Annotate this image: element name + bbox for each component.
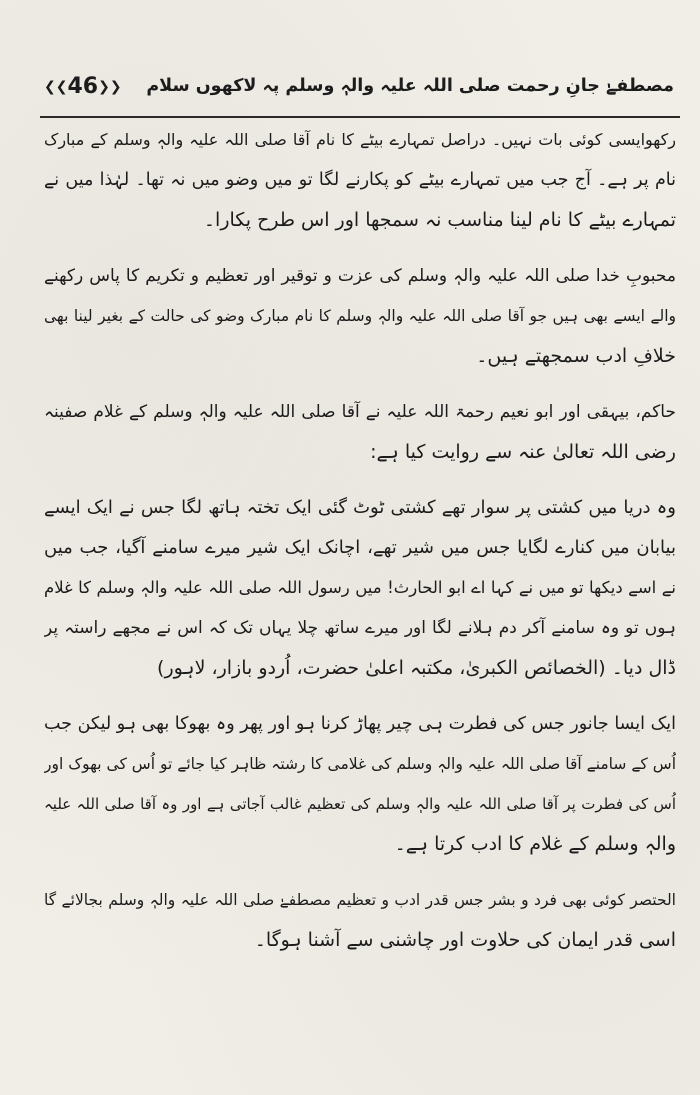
text-line: تمہارے بیٹے کا نام لینا مناسب نہ سمجھا اور اس طرح پکارا۔ [203, 209, 676, 231]
text-line: بیابان میں کنارے لگایا جس میں شیر تھے، اچانک ایک شیر میرے سامنے آگیا، جب میں [44, 537, 676, 558]
page-body [44, 120, 676, 960]
text-line: ایک ایسا جانور جس کی فطرت ہی چیر پھاڑ کرنا ہو اور پھر وہ بھوکا بھی ہو لیکن جب [44, 714, 676, 734]
header-rule [40, 116, 680, 118]
page-number-ornament-right: ❯❯ [98, 78, 122, 95]
paragraph [44, 120, 676, 240]
text-line: الحتصر کوئی بھی فرد و بشر جس قدر ادب و تعظیم مصطفےٰ صلی اللہ علیہ والہٖ وسلم بجالائے گا [44, 891, 676, 909]
text-line: نام پر ہے۔ آج جب میں تمہارے بیٹے کو پکارنے لگا تو میں وضو میں نہ تھا۔ لہٰذا میں نے [44, 170, 676, 190]
page-number-value: 46 [67, 73, 99, 99]
text-line: ڈال دیا۔ (الخصائص الکبریٰ، مکتبہ اعلیٰ حضرت، اُردو بازار، لاہور) [157, 657, 676, 679]
text-line: والہٖ وسلم کے غلام کا ادب کرتا ہے۔ [394, 833, 676, 855]
running-title: مصطفےٰ جانِ رحمت صلی اللہ علیہ والہٖ وسلم پہ لاکھوں سلام [146, 76, 674, 96]
paragraph [44, 704, 676, 864]
paragraph-gap [44, 472, 676, 488]
paragraph [44, 392, 676, 472]
text-line: والے ایسے بھی ہیں جو آقا صلی اللہ علیہ والہٖ وسلم کا نام مبارک وضو کی حالت کے بغیر لینا بھی [44, 307, 676, 325]
paragraph [44, 256, 676, 376]
text-line: نے اسے دیکھا تو میں نے کہا اے ابو الحارث! میں رسول اللہ صلی اللہ علیہ والہٖ وسلم کا غلام [44, 578, 676, 597]
text-line: اسی قدر ایمان کی حلاوت اور چاشنی سے آشنا ہوگا۔ [254, 929, 676, 951]
paragraph [44, 880, 676, 960]
text-line: اُس کے سامنے آقا صلی اللہ علیہ والہٖ وسلم کی غلامی کا رشتہ ظاہر کیا جائے تو اُس کی بھوک اور [44, 755, 676, 773]
page-header [44, 62, 674, 110]
paragraph-gap [44, 864, 676, 880]
text-line: محبوبِ خدا صلی اللہ علیہ والہٖ وسلم کی عزت و توقیر اور تعظیم و تکریم کا پاس رکھنے [44, 266, 676, 286]
text-line: حاکم، بیہقی اور ابو نعیم رحمۃ اللہ علیہ نے آقا صلی اللہ علیہ والہٖ وسلم کے غلام صفینہ [44, 402, 676, 422]
text-line: خلافِ ادب سمجھتے ہیں۔ [476, 345, 676, 367]
text-line: رکھوایسی کوئی بات نہیں۔ دراصل تمہارے بیٹے کا نام آقا صلی اللہ علیہ والہٖ وسلم کے مبارک [44, 130, 676, 149]
text-line: رضی اللہ تعالیٰ عنہ سے روایت کیا ہے: [370, 441, 676, 463]
paragraph-gap [44, 376, 676, 392]
paragraph-gap [44, 688, 676, 704]
paragraph-gap [44, 240, 676, 256]
page-number-ornament-left: ❮❮ [44, 78, 68, 95]
text-line: وہ دریا میں کشتی پر سوار تھے کشتی ٹوٹ گئی ایک تختہ ہاتھ لگا جس نے ایک ایسے [44, 497, 676, 518]
text-line: ہوں تو وہ سامنے آکر دم ہلانے لگا اور میرے ساتھ چلا یہاں تک کہ اس نے مجھے راستہ پر [44, 618, 676, 638]
page-number [44, 74, 122, 99]
paragraph-quote [44, 488, 676, 688]
text-line: اُس کی فطرت پر آقا صلی اللہ علیہ والہٖ وسلم کی تعظیم غالب آجاتی ہے اور وہ آقا صلی اللہ علیہ [44, 795, 676, 813]
